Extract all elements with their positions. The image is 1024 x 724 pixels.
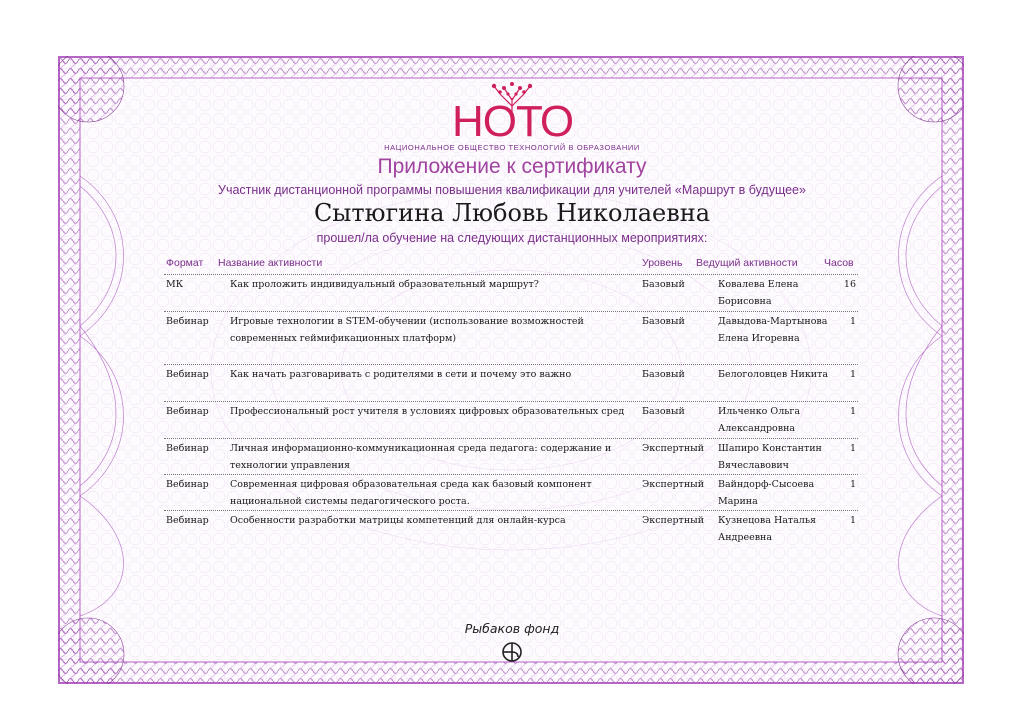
cell-lead: Кузнецова Наталья Андреевна [718,515,817,543]
cell-format: Вебинар [166,479,209,490]
cell-name: Личная информационно-коммуникационная среда педагога: содержание и технологии управления [230,443,612,471]
cell-format: Вебинар [166,515,209,526]
cell-hours: 1 [849,369,856,380]
certificate-title: Приложение к сертификату [377,155,647,178]
table-row [164,275,858,312]
header-lead: Ведущий активности [696,257,798,269]
activities-table [164,254,858,547]
header-level: Уровень [642,257,683,269]
cell-name: Особенности разработки матрицы компетенций для онлайн-курса [230,515,566,526]
header-hours: Часов [824,257,854,269]
cell-format: Вебинар [166,369,209,380]
program-line: Участник дистанционной программы повышения квалификации для учителей «Маршрут в будущее» [218,183,806,197]
cell-lead: Шапиро Константин Вячеславович [718,443,822,471]
cell-format: МК [166,279,184,290]
cell-level: Экспертный [642,515,705,526]
cell-level: Экспертный [642,443,705,454]
cell-lead: Ковалева Елена Борисовна [718,279,799,307]
table-row [164,439,858,475]
org-name: НАЦИОНАЛЬНОЕ ОБЩЕСТВО ТЕХНОЛОГИЙ В ОБРАЗОВАНИИ [384,143,640,152]
intro-line: прошел/ла обучение на следующих дистанционных мероприятиях: [316,231,708,245]
table-row [164,312,858,365]
table-row [164,511,858,547]
cell-hours: 1 [849,515,856,526]
cell-hours: 1 [849,479,856,490]
cell-hours: 1 [849,406,856,417]
cell-hours: 1 [849,316,856,327]
cell-lead: Вайндорф-Сысоева Марина [718,479,815,507]
cell-name: Профессиональный рост учителя в условиях цифровых образовательных сред [230,406,625,417]
cell-name: Как начать разговаривать с родителями в сети и почему это важно [230,369,572,380]
cell-level: Базовый [642,406,685,417]
header-format: Формат [166,257,204,269]
cell-lead: Ильченко Ольга Александровна [718,406,801,434]
table-row [164,475,858,511]
table-header [164,254,858,275]
participant-name: Сытюгина Любовь Николаевна [313,199,711,227]
cell-format: Вебинар [166,316,209,327]
cell-hours: 1 [849,443,856,454]
cell-name: Современная цифровая образовательная среда как базовый компонент национальной системы педагогического роста. [230,479,592,507]
header-name: Название активности [218,257,323,269]
logo-mark: НОТО [452,97,574,146]
cell-hours: 16 [843,279,856,290]
cell-level: Базовый [642,279,685,290]
cell-format: Вебинар [166,443,209,454]
cell-format: Вебинар [166,406,209,417]
cell-level: Экспертный [642,479,705,490]
cell-level: Базовый [642,316,685,327]
cell-lead: Давыдова-Мартынова Елена Игоревна [718,316,828,344]
cell-name: Как проложить индивидуальный образовательный маршрут? [230,279,539,290]
rybakov-fund-mark-icon [500,640,524,664]
cell-level: Базовый [642,369,685,380]
cell-name: Игровые технологии в STEM-обучении (использование возможностей современных геймификационных платформ) [230,316,584,344]
cell-lead: Белоголовцев Никита [718,369,829,380]
table-row [164,402,858,439]
table-row [164,365,858,402]
sponsor-name: Рыбаков фонд [464,621,560,636]
